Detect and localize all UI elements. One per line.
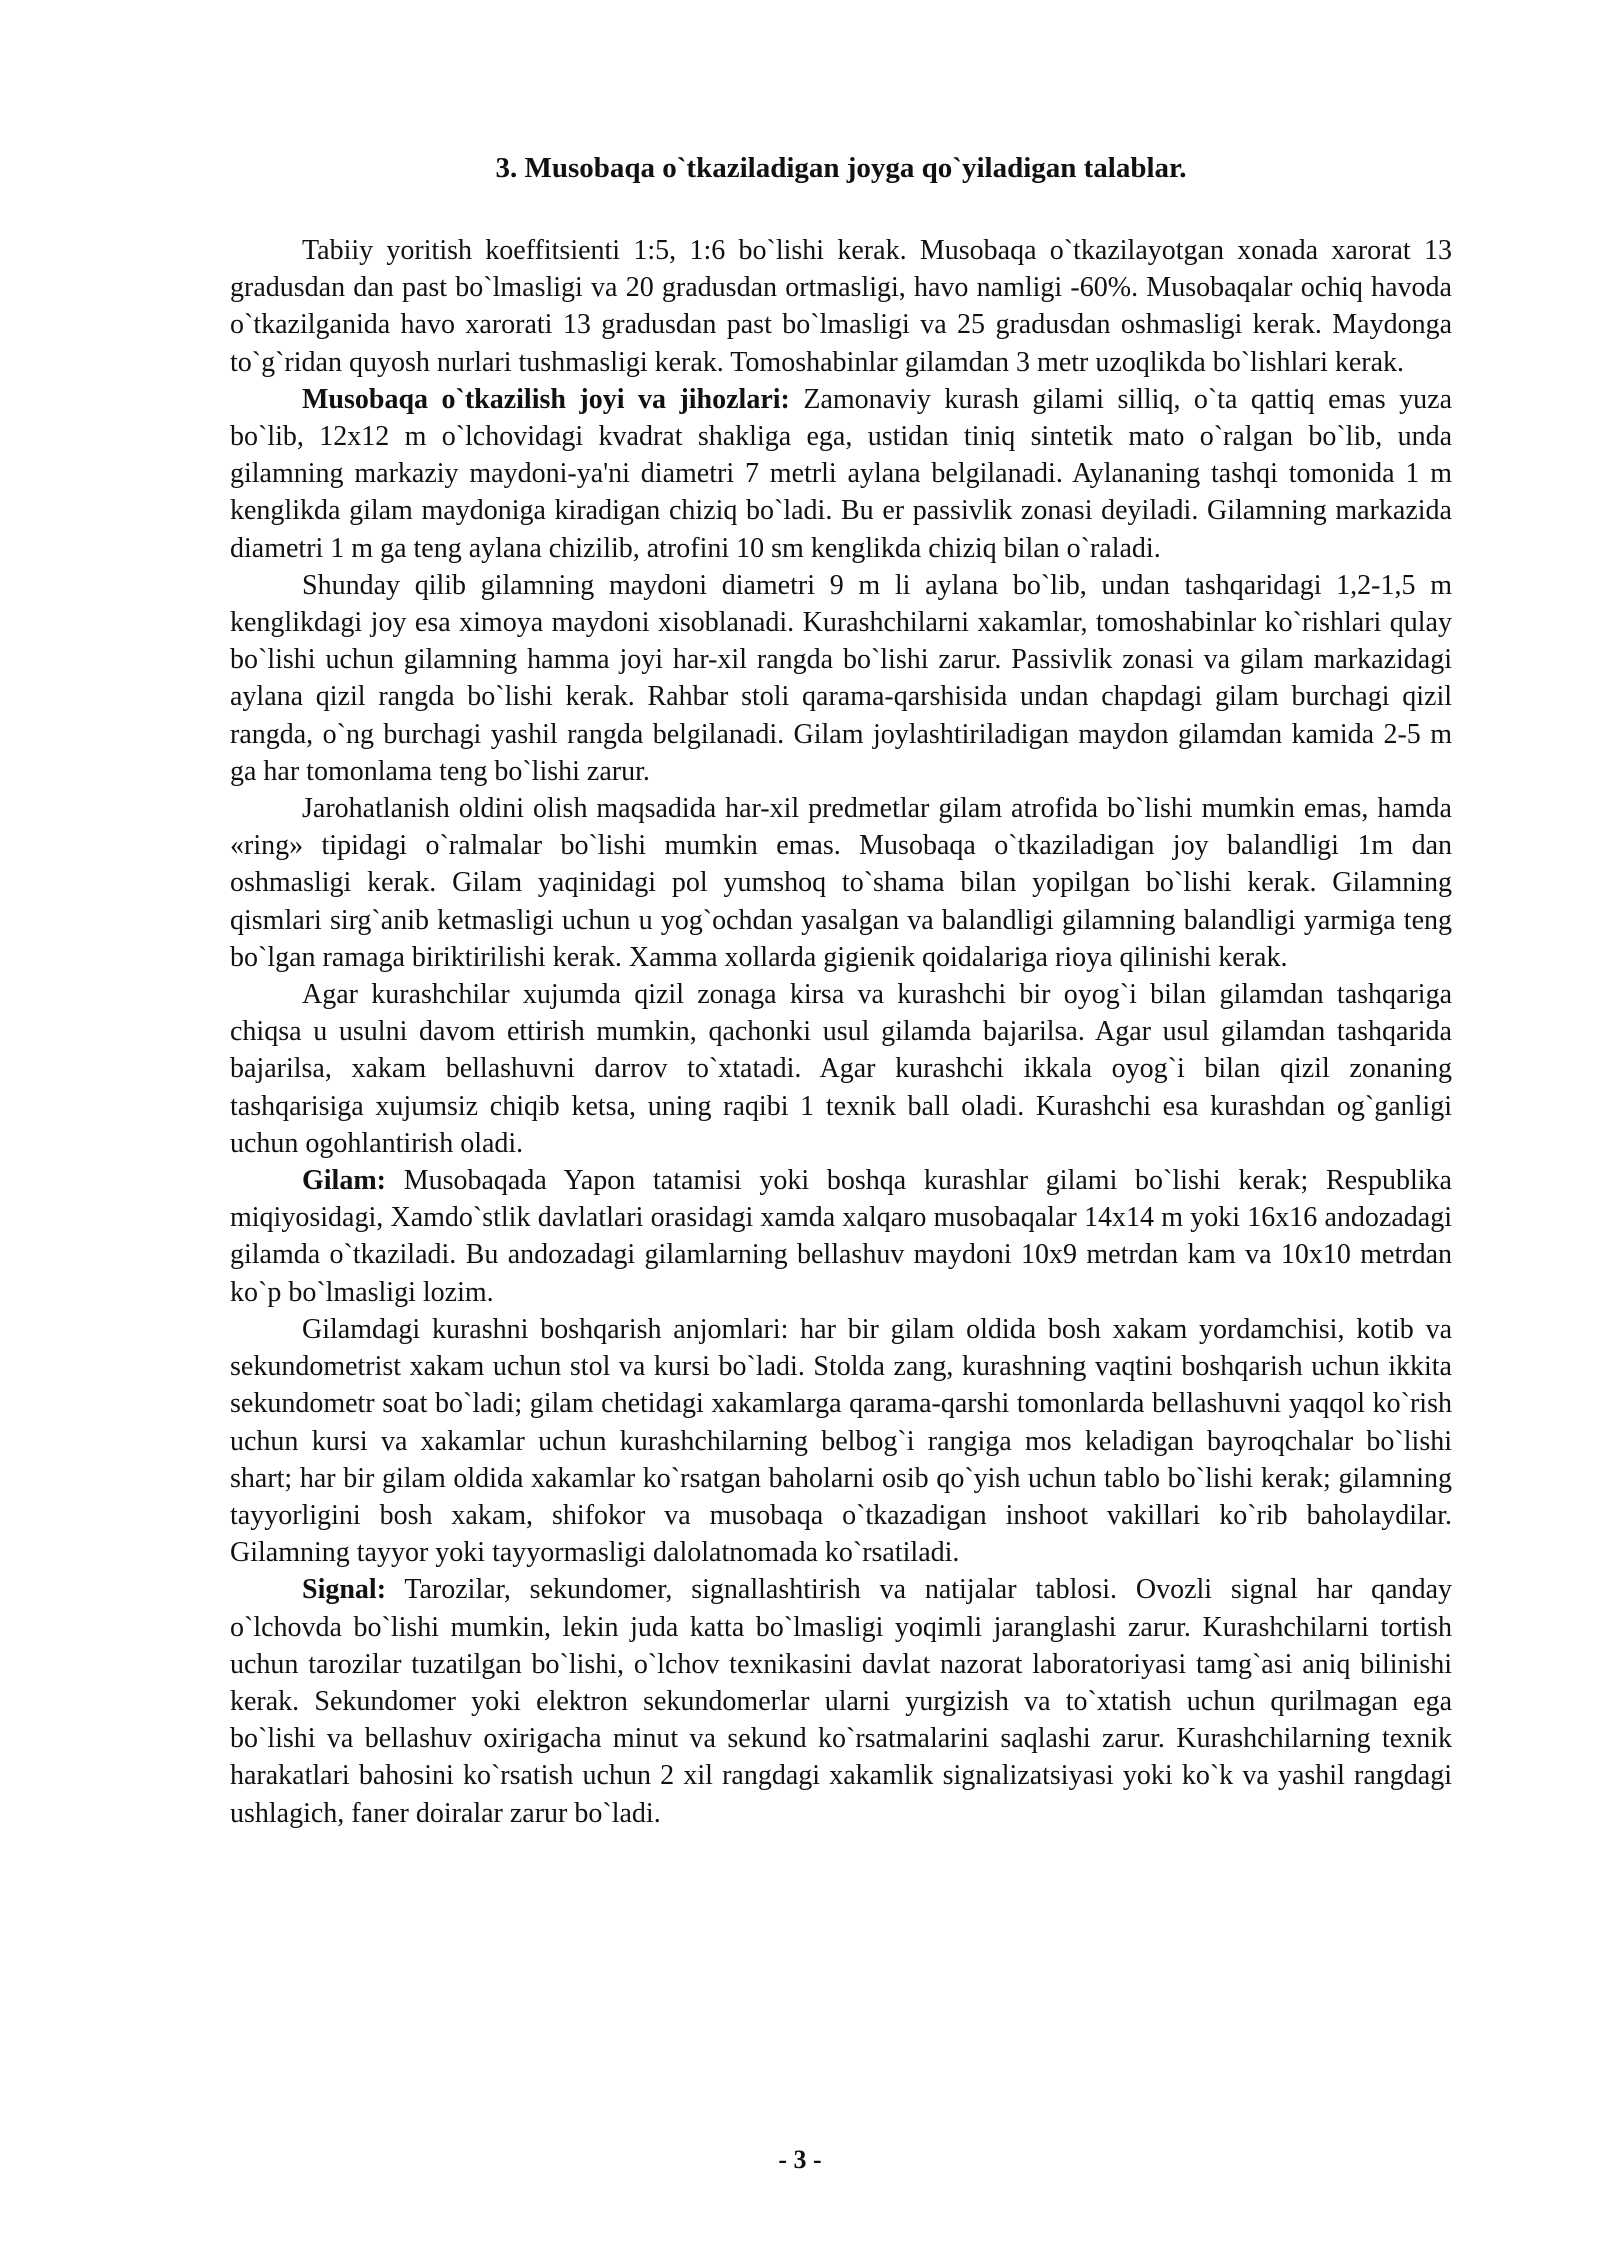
paragraph-injury-prevention: [230, 790, 1452, 976]
paragraph-red-zone-rules: [230, 976, 1452, 1162]
paragraph-mat-management-tools: [230, 1311, 1452, 1571]
paragraph-text: Tabiiy yoritish koeffitsienti 1:5, 1:6 bo`lishi kerak. Musobaqa o`tkazilayotgan xonada xarorat 13 gradusdan dan past bo`lmasligi va 20 gradusdan ortmasligi, havo namligi -60%. Musobaqalar ochiq havoda o`tkazilganida havo xarorati 13 gradusdan past bo`lmasligi va 25 gradusdan oshmasligi kerak. Maydonga to`g`ridan quyosh nurlari tushmasligi kerak. Tomoshabinlar gilamdan 3 metr uzoqlikda bo`lishlari kerak.: [230, 235, 1452, 378]
paragraph-lead: Gilam:: [302, 1165, 386, 1197]
paragraph-signal: [230, 1571, 1452, 1831]
paragraph-lead: Musobaqa o`tkazilish joyi va jihozlari:: [302, 383, 790, 415]
paragraph-venue-equipment: [230, 381, 1452, 567]
paragraph-text: Gilamdagi kurashni boshqarish anjomlari: har bir gilam oldida bosh xakam yordamchisi, kotib va sekundometrist xakam uchun stol va kursi bo`ladi. Stolda zang, kurashning vaqtini boshqarish uchun ikkita sekundometr soat bo`ladi; gilam chetidagi xakamlarga qarama-qarshi tomonlarda bellashuvni yaqqol ko`rish uchun kursi va xakamlar uchun kurashchilarning belbog`i rangiga mos keladigan bayroqchalar bo`lishi shart; har bir gilam oldida xakamlar ko`rsatgan baholarni osib qo`yish uchun tablo bo`lishi kerak; gilamning tayyorligini bosh xakam, shifokor va musobaqa o`tkazadigan inshoot vakillari ko`rib baholaydilar. Gilamning tayyor yoki tayyormasligi dalolatnomada ko`rsatiladi.: [230, 1313, 1452, 1569]
document-page: [230, 150, 1452, 1832]
paragraph-text: Musobaqada Yapon tatamisi yoki boshqa kurashlar gilami bo`lishi kerak; Respublika miqiyosidagi, Xamdo`stlik davlatlari orasidagi xamda xalqaro musobaqalar 14x14 m yoki 16x16 andozadagi gilamda o`tkaziladi. Bu andozadagi gilamlarning bellashuv maydoni 10x9 metrdan kam va 10x10 metrdan ko`p bo`lmasligi lozim.: [230, 1165, 1452, 1308]
page-number: - 3 -: [778, 2145, 822, 2174]
paragraph-text: Shunday qilib gilamning maydoni diametri 9 m li aylana bo`lib, undan tashqaridagi 1,2-1,5 m kenglikdagi joy esa ximoya maydoni xisoblanadi. Kurashchilarni xakamlar, tomoshabinlar ko`rishlari qulay bo`lishi uchun gilamning hamma joyi har-xil rangda bo`lishi zarur. Passivlik zonasi va gilam markazidagi aylana qizil rangda bo`lishi kerak. Rahbar stoli qarama-qarshisida undan chapdagi gilam burchagi qizil rangda, o`ng burchagi yashil rangda belgilanadi. Gilam joylashtiriladigan maydon gilamdan kamida 2-5 m ga har tomonlama teng bo`lishi zarur.: [230, 569, 1452, 787]
paragraph-lead: Signal:: [302, 1574, 387, 1606]
paragraph-mat-zones: [230, 567, 1452, 790]
paragraph-text: Zamonaviy kurash gilami silliq, o`ta qattiq emas yuza bo`lib, 12x12 m o`lchovidagi kvadrat shakliga ega, ustidan tiniq sintetik mato o`ralgan bo`lib, unda gilamning markaziy maydoni-ya'ni diametri 7 metrli aylana belgilanadi. Aylananing tashqi tomonida 1 m kenglikda gilam maydoniga kiradigan chiziq bo`ladi. Bu er passivlik zonasi deyiladi. Gilamning markazida diametri 1 m ga teng aylana chizilib, atrofini 10 sm kenglikda chiziq bilan o`raladi.: [230, 383, 1452, 564]
paragraph-text: Agar kurashchilar xujumda qizil zonaga kirsa va kurashchi bir oyog`i bilan gilamdan tashqariga chiqsa u usulni davom ettirish mumkin, qachonki usul gilamda bajarilsa. Agar usul gilamdan tashqarida bajarilsa, xakam bellashuvni darrov to`xtatadi. Agar kurashchi ikkala oyog`i bilan qizil zonaning tashqarisiga xujumsiz chiqib ketsa, uning raqibi 1 texnik ball oladi. Kurashchi esa kurashdan og`ganligi uchun ogohlantirish oladi.: [230, 979, 1452, 1159]
paragraph-text: Jarohatlanish oldini olish maqsadida har-xil predmetlar gilam atrofida bo`lishi mumkin emas, hamda «ring» tipidagi o`ralmalar bo`lishi mumkin emas. Musobaqa o`tkaziladigan joy balandligi 1m dan oshmasligi kerak. Gilam yaqinidagi pol yumshoq to`shama bilan yopilgan bo`lishi kerak. Gilamning qismlari sirg`anib ketmasligi uchun u yog`ochdan yasalgan va balandligi gilamning balandligi yarmiga teng bo`lgan ramaga biriktirilishi kerak. Xamma xollarda gigienik qoidalariga rioya qilinishi kerak.: [230, 793, 1452, 973]
paragraph-mat: [230, 1162, 1452, 1311]
paragraph-text: Tarozilar, sekundomer, signallashtirish va natijalar tablosi. Ovozli signal har qanday o`lchovda bo`lishi mumkin, lekin juda katta bo`lmasligi yoqimli jaranglashi zarur. Kurashchilarni tortish uchun tarozilar tuzatilgan bo`lishi, o`lchov texnikasini davlat nazorat laboratoriyasi tamg`asi aniq bilinishi kerak. Sekundomer yoki elektron sekundomerlar ularni yurgizish va to`xtatish uchun qurilmagan ega bo`lishi va bellashuv oxirigacha minut va sekund ko`rsatmalarini saqlashi zarur. Kurashchilarning texnik harakatlari bahosini ko`rsatish uchun 2 xil rangdagi xakamlik signalizatsiyasi yoki ko`k va yashil rangdagi ushlagich, faner doiralar zarur bo`ladi.: [230, 1574, 1452, 1829]
paragraph-lighting-conditions: [230, 232, 1452, 381]
section-heading: 3. Musobaqa o`tkaziladigan joyga qo`yiladigan talablar.: [495, 152, 1187, 184]
